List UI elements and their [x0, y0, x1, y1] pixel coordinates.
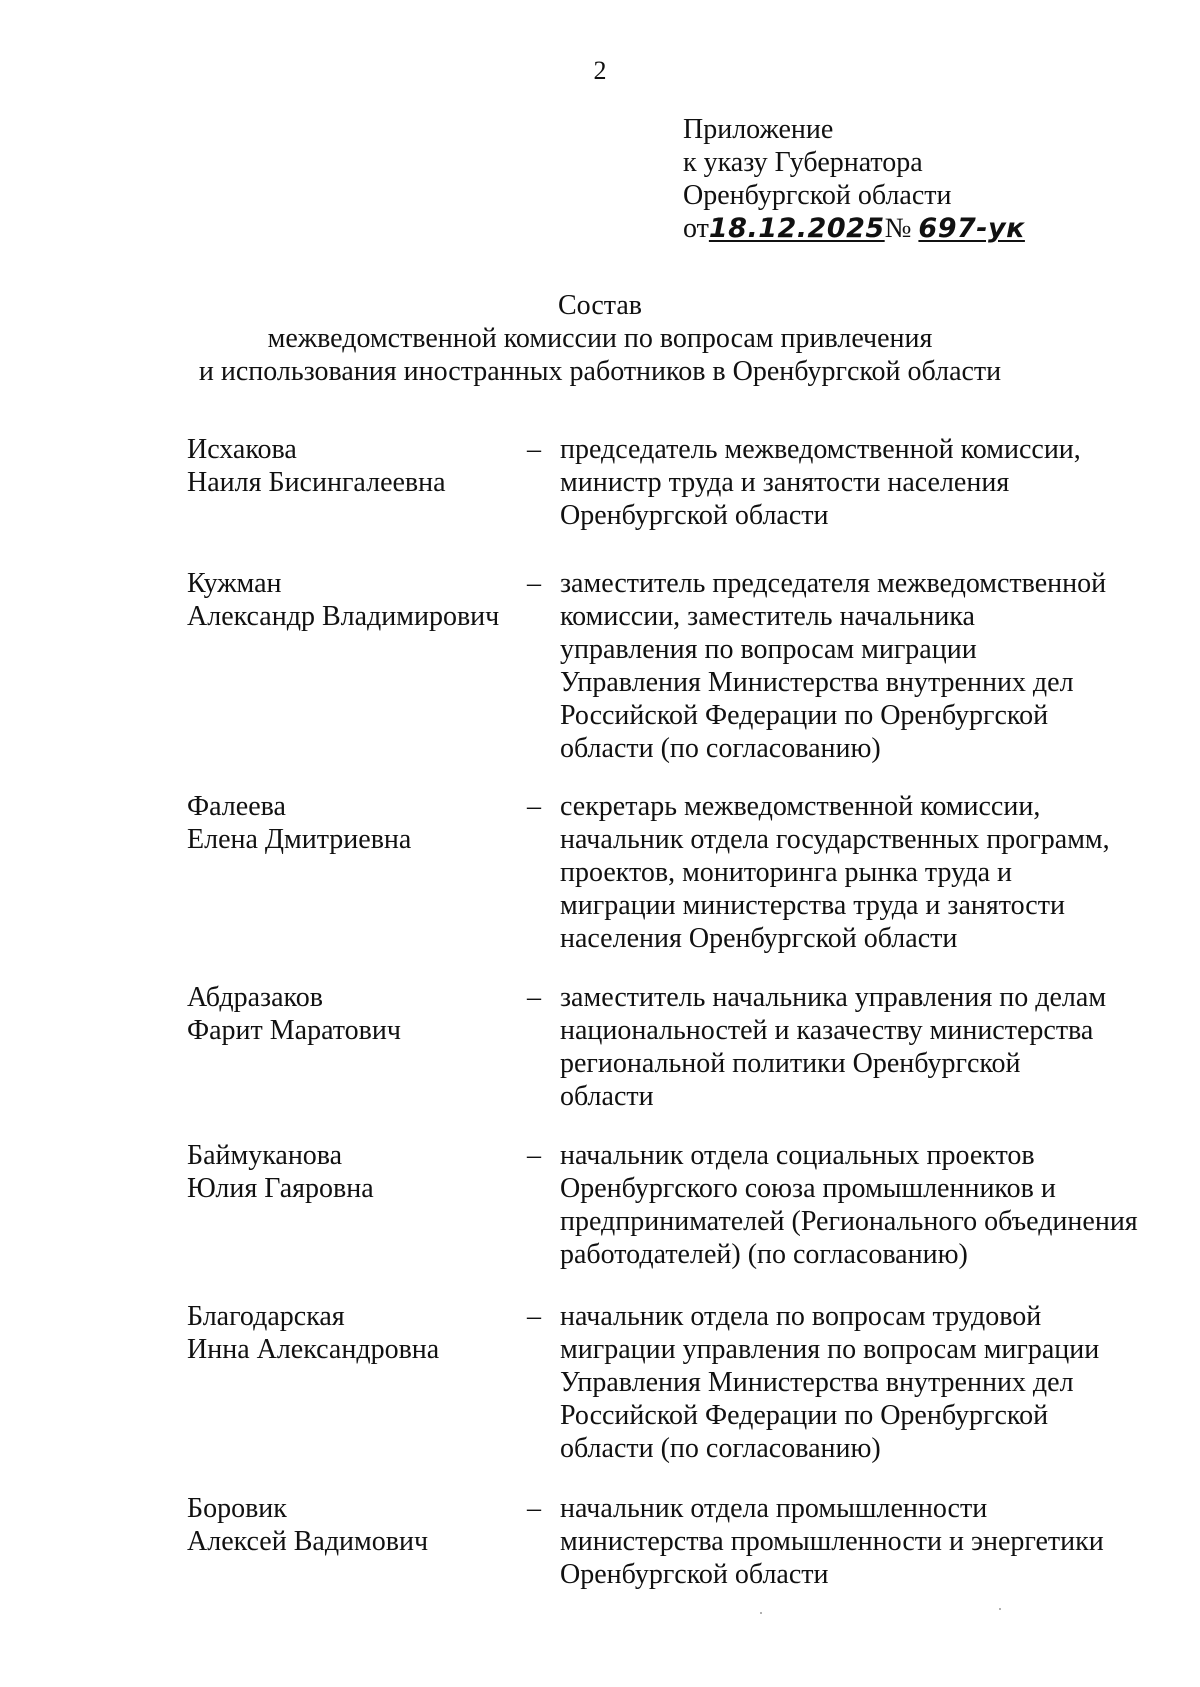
member-name	[187, 1492, 517, 1558]
handwritten-date: 18.12.2025	[708, 213, 885, 244]
position-line: проектов, мониторинга рынка труда и	[560, 857, 1013, 888]
document-title	[0, 289, 1200, 388]
member-given-names: Александр Владимирович	[187, 601, 500, 632]
member-given-names: Юлия Гаяровна	[187, 1173, 374, 1204]
date-prefix: от	[683, 213, 709, 244]
position-line: Управления Министерства внутренних дел	[560, 1367, 1074, 1398]
page-number: 2	[593, 56, 607, 85]
dash-separator: –	[527, 434, 541, 465]
title-line-2: межведомственной комиссии по вопросам привлечения	[267, 323, 933, 354]
position-line: предпринимателей (Регионального объединения	[560, 1206, 1138, 1237]
position-line: заместитель председателя межведомственной	[560, 568, 1107, 599]
position-line: региональной политики Оренбургской	[560, 1048, 1021, 1079]
member-surname: Кужман	[187, 568, 282, 599]
position-line: национальностей и казачеству министерства	[560, 1015, 1094, 1046]
position-line: начальник отдела государственных программ,	[560, 824, 1110, 855]
member-surname: Исхакова	[187, 434, 297, 465]
member-name	[187, 981, 517, 1047]
member-given-names: Наиля Бисингалеевна	[187, 467, 446, 498]
number-prefix: №	[884, 213, 912, 244]
member-position	[560, 981, 1160, 1113]
position-line: работодателей) (по согласованию)	[560, 1239, 968, 1270]
position-line: области	[560, 1081, 654, 1112]
appendix-line-2: к указу Губернатора	[683, 147, 923, 178]
position-line: населения Оренбургской области	[560, 923, 958, 954]
member-given-names: Елена Дмитриевна	[187, 824, 412, 855]
position-line: начальник отдела социальных проектов	[560, 1140, 1035, 1171]
appendix-line-1: Приложение	[683, 114, 834, 145]
handwritten-number: 697-ук	[918, 213, 1025, 244]
member-name	[187, 1139, 517, 1205]
position-line: начальник отдела по вопросам трудовой	[560, 1301, 1042, 1332]
position-line: министр труда и занятости населения	[560, 467, 1010, 498]
appendix-line-3: Оренбургской области	[683, 180, 952, 211]
member-given-names: Алексей Вадимович	[187, 1526, 429, 1557]
position-line: комиссии, заместитель начальника	[560, 601, 975, 632]
position-line: области (по согласованию)	[560, 733, 881, 764]
position-line: Управления Министерства внутренних дел	[560, 667, 1074, 698]
member-surname: Благодарская	[187, 1301, 345, 1332]
member-position	[560, 790, 1160, 955]
dash-separator: –	[527, 1301, 541, 1332]
member-position	[560, 433, 1160, 532]
position-line: миграции управления по вопросам миграции	[560, 1334, 1100, 1365]
member-position	[560, 1300, 1160, 1465]
position-line: заместитель начальника управления по делам	[560, 982, 1107, 1013]
member-given-names: Фарит Маратович	[187, 1015, 401, 1046]
dash-separator: –	[527, 982, 541, 1013]
position-line: Российской Федерации по Оренбургской	[560, 700, 1049, 731]
member-name	[187, 790, 517, 856]
member-surname: Фалеева	[187, 791, 286, 822]
title-line-3: и использования иностранных работников в Оренбургской области	[198, 356, 1002, 387]
dash-separator: –	[527, 568, 541, 599]
member-surname: Баймуканова	[187, 1140, 343, 1171]
member-name	[187, 433, 517, 499]
position-line: управления по вопросам миграции	[560, 634, 977, 665]
title-line-1: Состав	[557, 290, 643, 321]
member-name	[187, 567, 517, 633]
member-position	[560, 567, 1160, 765]
member-position	[560, 1492, 1160, 1591]
position-line: области (по согласованию)	[560, 1433, 881, 1464]
position-line: Оренбургской области	[560, 1559, 829, 1590]
member-surname: Боровик	[187, 1493, 287, 1524]
scan-speck	[760, 1612, 762, 1614]
position-line: председатель межведомственной комиссии,	[560, 434, 1081, 465]
position-line: начальник отдела промышленности	[560, 1493, 988, 1524]
position-line: Оренбургского союза промышленников и	[560, 1173, 1056, 1204]
scan-speck	[999, 1608, 1001, 1610]
position-line: миграции министерства труда и занятости	[560, 890, 1065, 921]
dash-separator: –	[527, 1493, 541, 1524]
position-line: Оренбургской области	[560, 500, 829, 531]
member-name	[187, 1300, 517, 1366]
position-line: министерства промышленности и энергетики	[560, 1526, 1104, 1557]
position-line: секретарь межведомственной комиссии,	[560, 791, 1041, 822]
position-line: Российской Федерации по Оренбургской	[560, 1400, 1049, 1431]
appendix-header	[683, 113, 1025, 245]
member-position	[560, 1139, 1160, 1271]
decree-date-number-line	[683, 212, 1025, 245]
member-surname: Абдразаков	[187, 982, 323, 1013]
dash-separator: –	[527, 791, 541, 822]
dash-separator: –	[527, 1140, 541, 1171]
member-given-names: Инна Александровна	[187, 1334, 440, 1365]
